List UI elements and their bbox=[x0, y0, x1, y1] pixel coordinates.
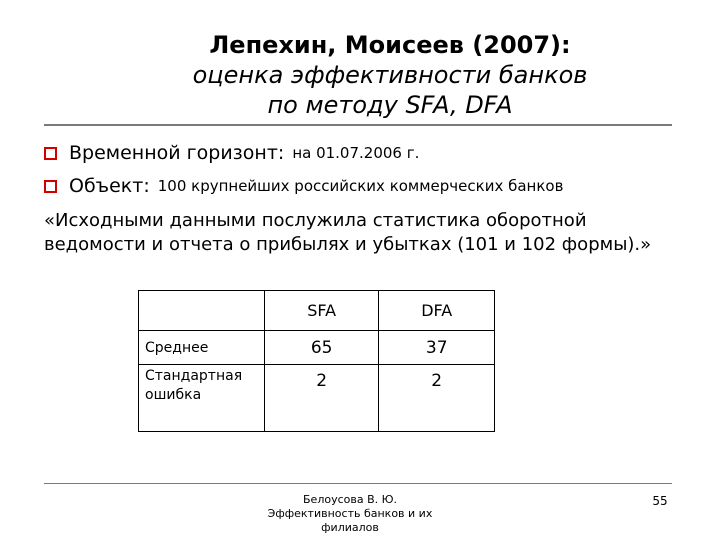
footer-title-line: филиалов bbox=[321, 521, 379, 534]
cell-std-error-dfa: 2 bbox=[379, 365, 495, 432]
table-header-sfa: SFA bbox=[264, 291, 379, 331]
title-line-topic: оценка эффективности банков bbox=[192, 61, 588, 89]
cell-std-error-sfa: 2 bbox=[264, 365, 379, 432]
row-label-line: Стандартная bbox=[145, 368, 243, 384]
bullet-value: 100 крупнейших российских коммерческих банков bbox=[157, 177, 564, 195]
row-label-mean: Среднее bbox=[139, 331, 265, 365]
bullet-label: Временной горизонт: bbox=[69, 142, 285, 164]
footer-title-line: Эффективность банков и их bbox=[267, 507, 433, 520]
cell-mean-dfa: 37 bbox=[379, 331, 495, 365]
table-row-std-error bbox=[139, 365, 495, 432]
footer-author: Белоусова В. Ю. bbox=[303, 493, 397, 506]
bullet-object bbox=[44, 174, 563, 198]
quote-line: «Исходными данными послужила статистика оборотной bbox=[44, 210, 587, 231]
title-line-authors: Лепехин, Моисеев (2007): bbox=[209, 31, 571, 59]
source-quote bbox=[44, 209, 684, 257]
title-divider bbox=[44, 124, 672, 126]
square-bullet-icon bbox=[44, 180, 57, 193]
table-header-row bbox=[139, 291, 495, 331]
footer-caption bbox=[250, 493, 450, 535]
bullet-time-horizon bbox=[44, 141, 419, 165]
quote-line: ведомости и отчета о прибылях и убытках (101 и 102 формы).» bbox=[44, 234, 652, 255]
table-header-dfa: DFA bbox=[379, 291, 495, 331]
bullet-label: Объект: bbox=[69, 175, 150, 197]
row-label-line: ошибка bbox=[145, 387, 202, 403]
efficiency-table bbox=[138, 290, 495, 432]
cell-mean-sfa: 65 bbox=[264, 331, 379, 365]
footer-divider bbox=[44, 483, 672, 484]
title-line-method: по методу SFA, DFA bbox=[267, 91, 513, 119]
row-label-std-error bbox=[139, 365, 265, 432]
table-header-empty bbox=[139, 291, 265, 331]
slide-title bbox=[170, 30, 610, 120]
bullet-value: на 01.07.2006 г. bbox=[292, 144, 420, 162]
page-number: 55 bbox=[652, 494, 668, 508]
table-row-mean bbox=[139, 331, 495, 365]
square-bullet-icon bbox=[44, 147, 57, 160]
